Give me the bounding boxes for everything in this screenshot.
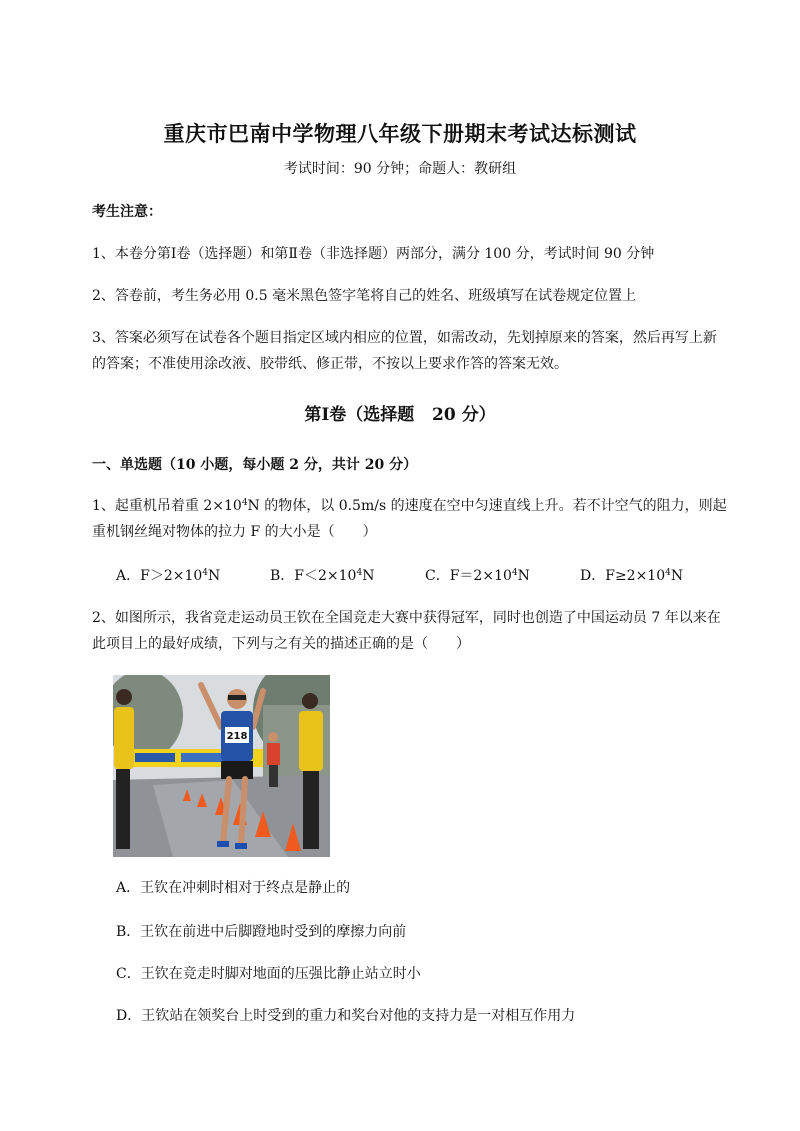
race-walker-photo (113, 675, 330, 857)
notice-heading: 考生注意： (92, 204, 162, 220)
q1-text-b: N 的物体，以 0.5m/s 的速度在空中匀速直线上升。若不计空气的阻力，则起 (247, 498, 727, 514)
q1-option-d-exp: 4 (665, 568, 671, 578)
q1-option-b-exp: 4 (356, 568, 363, 578)
q2-option-a[interactable]: A．王钦在冲刺时相对于终点是静止的 (116, 880, 351, 896)
part-heading: 一、单选题（10 小题，每小题 2 分，共计 20 分） (92, 457, 418, 473)
q1-option-d[interactable] (580, 565, 683, 585)
question-2-stem-cont: 此项目上的最好成绩，下列与之有关的描述正确的是（ ） (92, 636, 470, 652)
q1-option-d-unit: N (670, 568, 684, 584)
q1-option-b[interactable] (270, 565, 374, 585)
bib-number: 218 (226, 731, 248, 742)
q1-option-c[interactable] (425, 565, 530, 585)
q2-option-c[interactable]: C．王钦在竞走时脚对地面的压强比静止站立时小 (116, 966, 421, 982)
q1-option-c-text: C．F＝2×10 (425, 568, 512, 584)
question-2-stem: 2、如图所示，我省竞走运动员王钦在全国竞走大赛中获得冠军，同时也创造了中国运动员 7 年以来在 (92, 610, 721, 626)
q1-text-a: 1、起重机吊着重 2×10 (92, 498, 242, 514)
notice-item-1: 1、本卷分第Ⅰ卷（选择题）和第Ⅱ卷（非选择题）两部分，满分 100 分，考试时间 90 分钟 (92, 246, 655, 262)
q1-option-c-exp: 4 (511, 568, 518, 578)
exam-subtitle: 考试时间：90 分钟；命题人：教研组 (283, 161, 517, 177)
q1-option-a-text: A．F＞2×10 (116, 568, 203, 584)
notice-item-3-cont: 的答案；不准使用涂改液、胶带纸、修正带，不按以上要求作答的答案无效。 (92, 356, 568, 372)
q1-option-b-unit: N (362, 568, 375, 584)
q2-option-b[interactable]: B．王钦在前进中后脚蹬地时受到的摩擦力向前 (116, 924, 407, 940)
q1-option-a[interactable] (116, 565, 220, 585)
q1-option-a-unit: N (208, 568, 221, 584)
exam-title: 重庆市巴南中学物理八年级下册期末考试达标测试 (163, 121, 637, 146)
notice-item-2: 2、答卷前，考生务必用 0.5 毫米黑色签字笔将自己的姓名、班级填写在试卷规定位置上 (92, 288, 637, 304)
question-1-stem (92, 494, 752, 518)
q1-option-c-unit: N (517, 568, 530, 584)
q2-option-d[interactable]: D．王钦站在领奖台上时受到的重力和奖台对他的支持力是一对相互作用力 (116, 1008, 576, 1024)
question-1-stem-cont: 重机钢丝绳对物体的拉力 F 的大小是（ ） (92, 524, 377, 540)
q1-option-a-exp: 4 (202, 568, 209, 578)
q1-option-b-text: B．F＜2×10 (270, 568, 357, 584)
notice-item-3: 3、答案必须写在试卷各个题目指定区域内相应的位置，如需改动，先划掉原来的答案，然后再写上新 (92, 330, 717, 346)
section-title: 第Ⅰ卷（选择题 20 分） (304, 405, 496, 425)
q1-option-d-text: D．F≥2×10 (580, 568, 666, 584)
q1-exponent: 4 (241, 498, 248, 508)
